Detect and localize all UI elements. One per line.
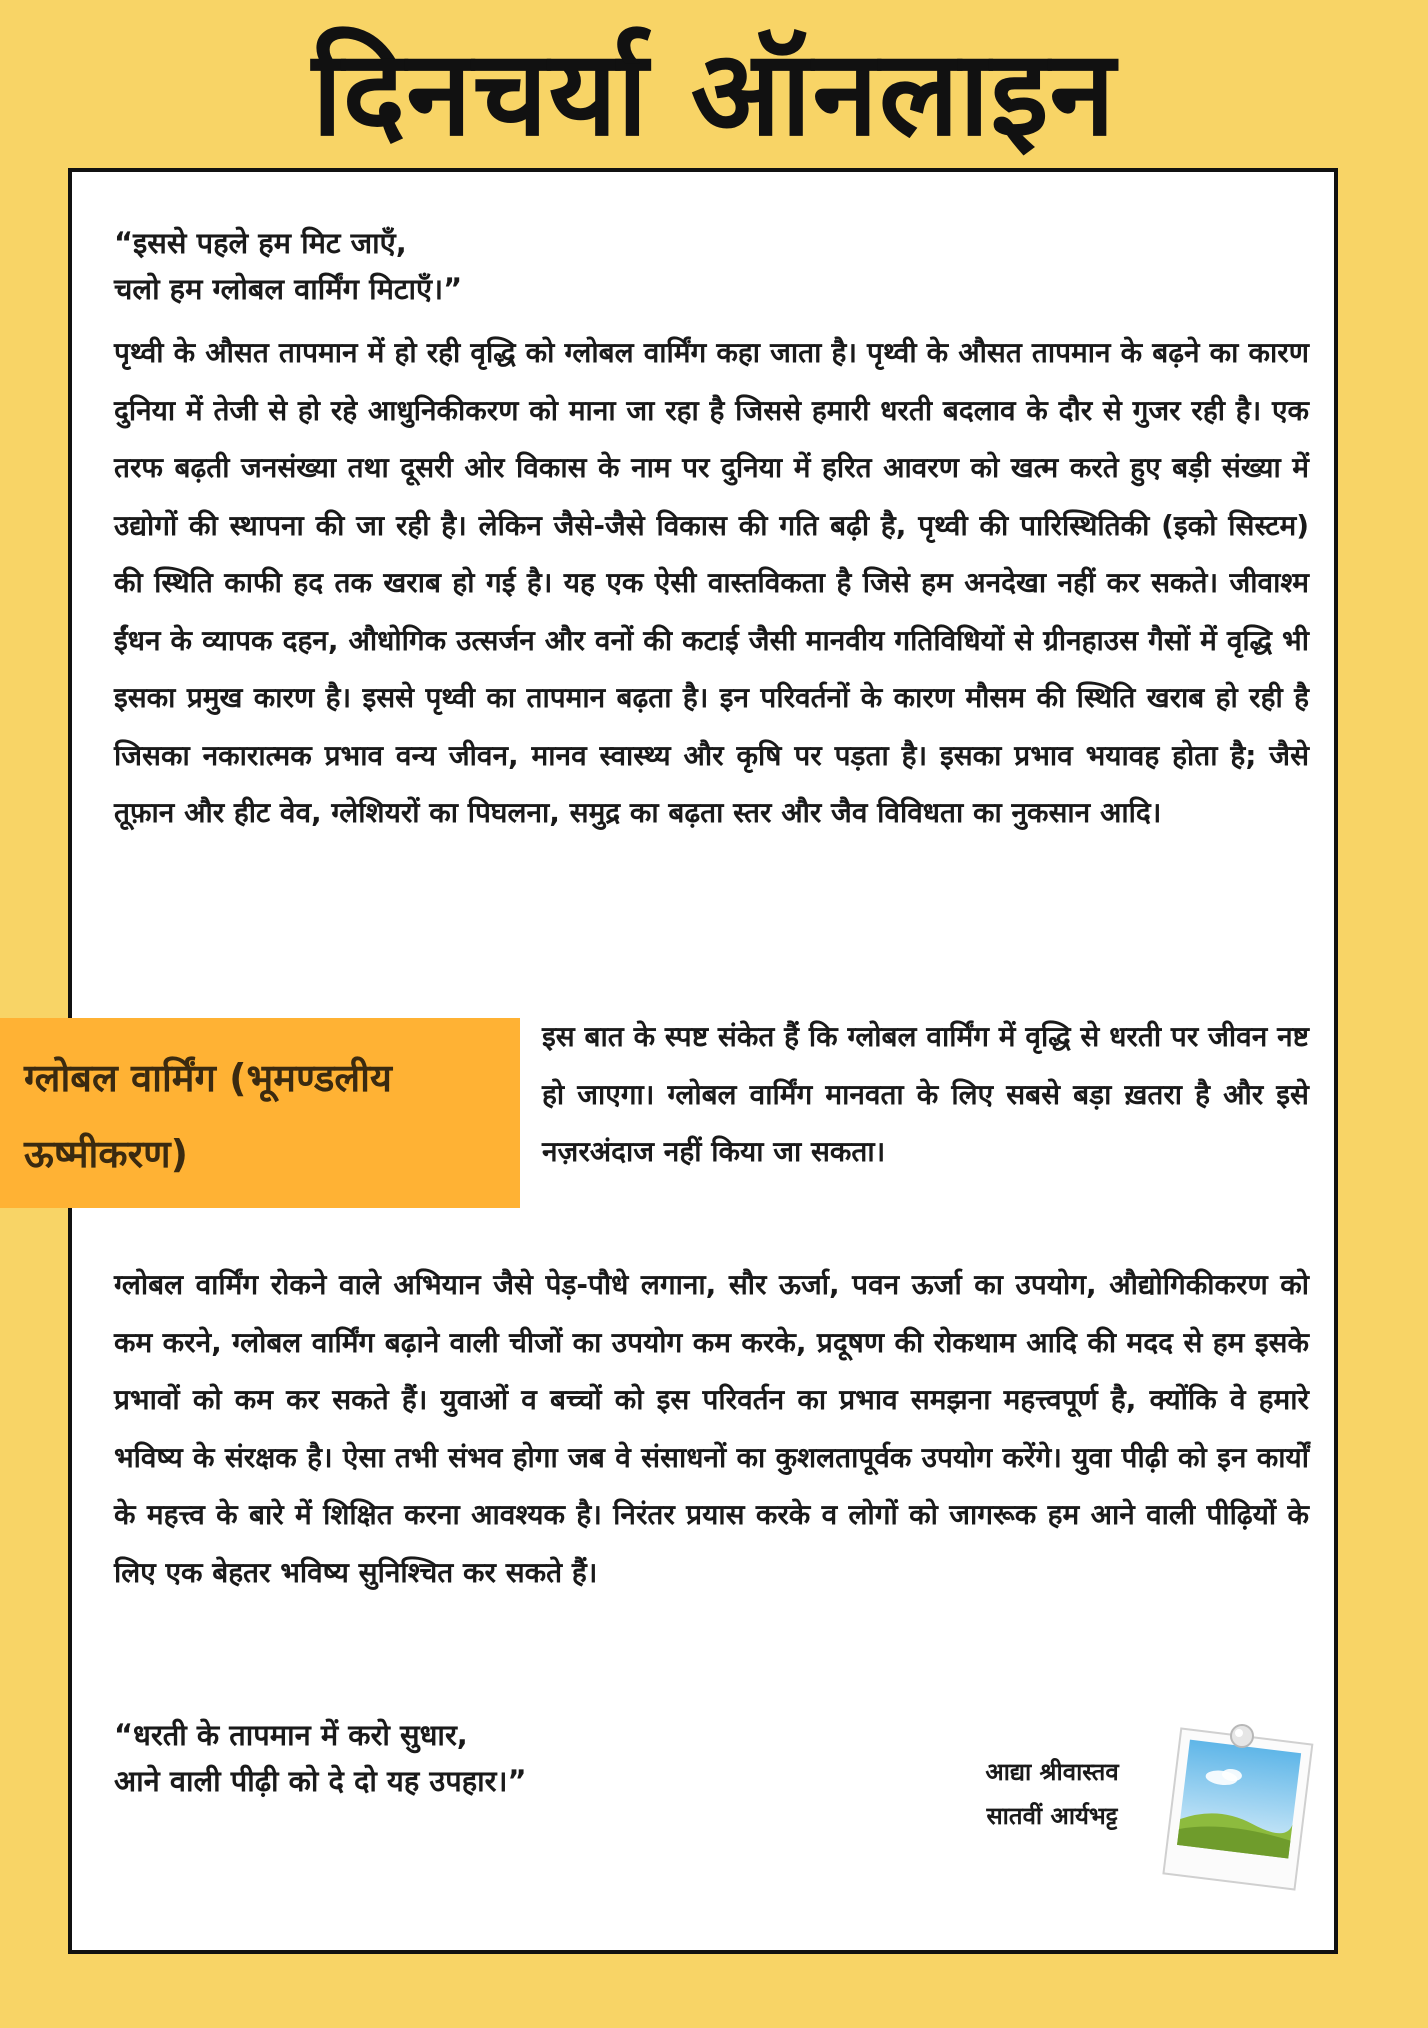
- opening-quote: [114, 220, 462, 312]
- closing-quote: [114, 1712, 527, 1804]
- opening-quote-line-2: चलो हम ग्लोबल वार्मिंग मिटाएँ।”: [114, 272, 463, 306]
- callout-heading: ग्लोबल वार्मिंग (भूमण्डलीय ऊष्मीकरण): [0, 1018, 520, 1208]
- opening-quote-line-1: “इससे पहले हम मिट जाएँ,: [114, 226, 407, 260]
- author-name: आद्या श्रीवास्तव: [985, 1758, 1119, 1786]
- author-signature: [962, 1750, 1142, 1838]
- closing-quote-line-1: “धरती के तापमान में करो सुधार,: [114, 1718, 468, 1752]
- article-paragraph-3: ग्लोबल वार्मिंग रोकने वाले अभियान जैसे पेड़-पौधे लगाना, सौर ऊर्जा, पवन ऊर्जा का उपयोग, औद्योगिकीकरण को कम करने, ग्लोबल वार्मिंग बढ़ाने वाली चीजों का उपयोग कम करके, प्रदूषण की रोकथाम आदि की मदद से हम इसके प्रभावों को कम कर सकते हैं। युवाओं व बच्चों को इस परिवर्तन का प्रभाव समझना महत्त्वपूर्ण है, क्योंकि वे हमारे भविष्य के संरक्षक है। ऐसा तभी संभव होगा जब वे संसाधनों का कुशलतापूर्वक उपयोग करेंगे। युवा पीढ़ी को इन कार्यों के महत्त्व के बारे में शिक्षित करना आवश्यक है। निरंतर प्रयास करके व लोगों को जागरूक हम आने वाली पीढ़ियों के लिए एक बेहतर भविष्य सुनिश्चित कर सकते हैं।: [114, 1268, 1309, 1589]
- article-paragraph-2: इस बात के स्पष्ट संकेत हैं कि ग्लोबल वार्मिंग में वृद्धि से धरती पर जीवन नष्ट हो जाएगा। ग्लोबल वार्मिंग मानवता के लिए सबसे बड़ा ख़तरा है और इसे नज़रअंदाज नहीं किया जा सकता।: [542, 1020, 1309, 1168]
- polaroid-landscape-icon: [1158, 1722, 1318, 1894]
- author-class: सातवीं आर्यभट्ट: [986, 1802, 1118, 1830]
- article-paragraph-1: पृथ्वी के औसत तापमान में हो रही वृद्धि को ग्लोबल वार्मिंग कहा जाता है। पृथ्वी के औसत तापमान के बढ़ने का कारण दुनिया में तेजी से हो रहे आधुनिकीकरण को माना जा रहा है जिससे हमारी धरती बदलाव के दौर से गुजर रही है। एक तरफ बढ़ती जनसंख्या तथा दूसरी ओर विकास के नाम पर दुनिया में हरित आवरण को खत्म करते हुए बड़ी संख्या में उद्योगों की स्थापना की जा रही है। लेकिन जैसे-जैसे विकास की गति बढ़ी है, पृथ्वी की पारिस्थितिकी (इको सिस्टम) की स्थिति काफी हद तक खराब हो गई है। यह एक ऐसी वास्तविकता है जिसे हम अनदेखा नहीं कर सकते। जीवाश्म ईंधन के व्यापक दहन, औधोगिक उत्सर्जन और वनों की कटाई जैसी मानवीय गतिविधियों से ग्रीनहाउस गैसों में वृद्धि भी इसका प्रमुख कारण है। इससे पृथ्वी का तापमान बढ़ता है। इन परिवर्तनों के कारण मौसम की स्थिति खराब हो रही है जिसका नकारात्मक प्रभाव वन्य जीवन, मानव स्वास्थ्य और कृषि पर पड़ता है। इसका प्रभाव भयावह होता है; जैसे तूफ़ान और हीट वेव, ग्लेशियरों का पिघलना, समुद्र का बढ़ता स्तर और जैव विविधता का नुकसान आदि।: [114, 336, 1309, 829]
- newsletter-title: दिनचर्या ऑनलाइन: [312, 24, 1116, 162]
- closing-quote-line-2: आने वाली पीढ़ी को दे दो यह उपहार।”: [114, 1764, 527, 1798]
